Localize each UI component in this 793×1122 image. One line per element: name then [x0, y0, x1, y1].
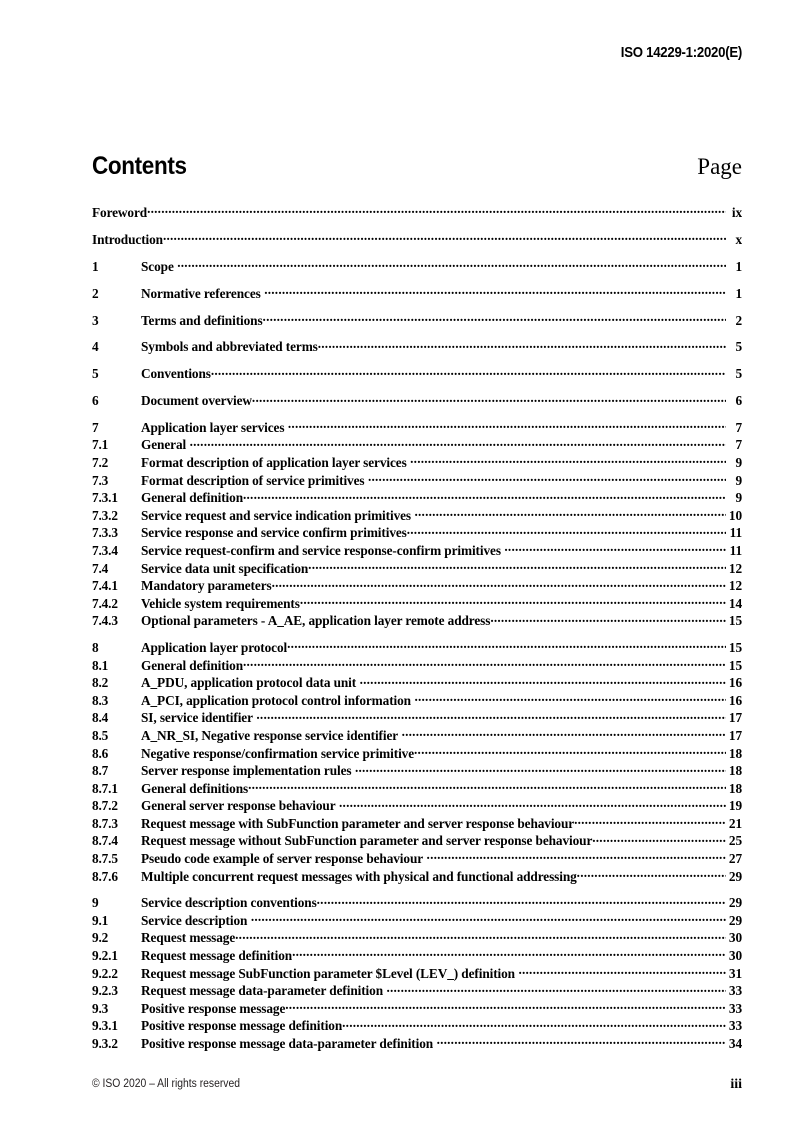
toc-entry-page: 11: [729, 525, 742, 541]
toc-entry-title: A_NR_SI, Negative response service identifier: [141, 727, 399, 743]
toc-entry-title: Conventions: [141, 366, 211, 382]
dot-leader: [355, 761, 726, 775]
page-title: Contents: [92, 152, 187, 180]
page-column-header: Page: [697, 154, 742, 179]
toc-entry-title: Format description of application layer services: [141, 455, 407, 471]
dot-leader: [287, 638, 726, 652]
toc-entry-page: 9: [735, 472, 742, 488]
dot-leader: [163, 230, 726, 244]
toc-entry-page: 9: [735, 490, 742, 506]
toc-entry[interactable]: [92, 744, 742, 762]
toc-entry[interactable]: [92, 418, 742, 436]
contents-heading-row: [92, 152, 742, 182]
toc-entry-page: 30: [728, 930, 742, 946]
toc-entry-number: 7.3.4: [92, 542, 118, 558]
dot-leader: [251, 911, 726, 925]
dot-leader: [264, 284, 726, 298]
toc-entry-number: 8.2: [92, 675, 109, 691]
dot-leader: [272, 576, 726, 590]
toc-entry-page: 14: [728, 595, 742, 611]
toc-entry-page: 5: [735, 366, 742, 382]
toc-entry-page: 30: [728, 948, 742, 964]
toc-entry-number: 8.7.3: [92, 815, 118, 831]
toc-entry-number: 9: [92, 895, 99, 911]
toc-entry-number: 8.7.5: [92, 851, 118, 867]
toc-entry[interactable]: [92, 523, 742, 541]
toc-entry-number: 9.2.2: [92, 965, 118, 981]
dot-leader: [437, 1034, 726, 1048]
toc-entry-number: 7.4.2: [92, 595, 118, 611]
toc-entry-number: 9.3.2: [92, 1036, 118, 1052]
dot-leader: [243, 488, 726, 502]
dot-leader: [414, 744, 726, 758]
dot-leader: [263, 311, 726, 325]
toc-entry-title: Symbols and abbreviated terms: [141, 339, 318, 355]
toc-entry-title: Request message definition: [141, 948, 293, 964]
toc-entry-title: Scope: [141, 258, 174, 274]
dot-leader: [288, 418, 726, 432]
toc-entry-title: Positive response message: [141, 1000, 286, 1016]
toc-entry-page: 1: [735, 285, 742, 301]
toc-entry[interactable]: [92, 471, 742, 489]
toc-entry[interactable]: [92, 453, 742, 471]
toc-entry[interactable]: [92, 611, 742, 629]
toc-entry-number: 9.3: [92, 1000, 109, 1016]
toc-entry-page: 17: [728, 710, 742, 726]
toc-entry-page: 16: [728, 675, 742, 691]
toc-entry-title: Multiple concurrent request messages with physical and functional addressing: [141, 868, 577, 884]
copyright-notice: © ISO 2020 – All rights reserved: [92, 1078, 241, 1090]
toc-entry-page: 7: [735, 419, 742, 435]
toc-entry-number: 7.1: [92, 437, 109, 453]
toc-entry[interactable]: [92, 779, 742, 797]
toc-entry-title: Terms and definitions: [141, 312, 263, 328]
toc-entry-title: Request message with SubFunction parameter and server response behaviour: [141, 815, 575, 831]
toc-entry[interactable]: [92, 831, 742, 849]
toc-entry[interactable]: [92, 867, 742, 885]
toc-entry[interactable]: [92, 594, 742, 612]
dot-leader: [427, 849, 726, 863]
toc-entry-title: Request message data-parameter definition: [141, 983, 383, 999]
toc-entry-page: 17: [728, 727, 742, 743]
toc-entry[interactable]: [92, 691, 742, 709]
toc-entry[interactable]: [92, 638, 742, 656]
toc-entry[interactable]: [92, 284, 742, 302]
toc-entry-number: 7.3: [92, 472, 109, 488]
dot-leader: [211, 364, 726, 378]
toc-entry[interactable]: [92, 203, 742, 221]
toc-entry-title: Service request and service indication primitives: [141, 507, 411, 523]
toc-entry[interactable]: [92, 506, 742, 524]
dot-leader: [285, 999, 726, 1013]
dot-leader: [504, 541, 726, 555]
toc-entry-number: 8.1: [92, 657, 109, 673]
toc-entry-number: 9.1: [92, 912, 109, 928]
toc-entry-page: x: [735, 231, 742, 247]
dot-leader: [368, 471, 726, 485]
dot-leader: [235, 928, 726, 942]
dot-leader: [300, 594, 726, 608]
toc-entry[interactable]: [92, 946, 742, 964]
toc-entry-number: 7.3.2: [92, 507, 118, 523]
toc-entry-page: 10: [728, 507, 742, 523]
toc-entry-title: Negative response/confirmation service primitive: [141, 745, 415, 761]
toc-entry-title: Normative references: [141, 285, 261, 301]
toc-entry[interactable]: [92, 911, 742, 929]
toc-entry-title: Application layer services: [141, 419, 285, 435]
toc-entry[interactable]: [92, 488, 742, 506]
toc-entry-number: 7.3.3: [92, 525, 118, 541]
dot-leader: [252, 391, 726, 405]
toc-entry[interactable]: [92, 928, 742, 946]
toc-entry-title: General definition: [141, 490, 243, 506]
toc-entry-number: 8.7: [92, 763, 109, 779]
dot-leader: [339, 796, 726, 810]
toc-entry-page: 18: [728, 745, 742, 761]
toc-entry-title: Application layer protocol: [141, 639, 288, 655]
toc-entry-number: 9.2.3: [92, 983, 118, 999]
toc-entry-page: 9: [735, 455, 742, 471]
toc-entry-page: 29: [728, 895, 742, 911]
toc-entry-title: Format description of service primitives: [141, 472, 365, 488]
toc-entry-title: A_PDU, application protocol data unit: [141, 675, 357, 691]
toc-entry[interactable]: [92, 257, 742, 275]
toc-entry-title: Introduction: [92, 231, 163, 247]
toc-entry-page: 21: [728, 815, 742, 831]
toc-entry-title: Service description conventions: [141, 895, 317, 911]
toc-entry-number: 8.3: [92, 692, 109, 708]
toc-entry-number: 7.4: [92, 560, 109, 576]
dot-leader: [177, 257, 726, 271]
toc-entry-number: 8.6: [92, 745, 109, 761]
toc-entry-page: 34: [728, 1036, 742, 1052]
toc-entry-number: 2: [92, 285, 99, 301]
toc-entry-page: 18: [728, 780, 742, 796]
toc-entry[interactable]: [92, 1034, 742, 1052]
toc-entry-title: Server response implementation rules: [141, 763, 352, 779]
dot-leader: [574, 814, 726, 828]
toc-entry-page: 6: [735, 393, 742, 409]
toc-entry-page: 29: [728, 868, 742, 884]
toc-entry[interactable]: [92, 726, 742, 744]
dot-leader: [360, 673, 726, 687]
toc-entry-title: General server response behaviour: [141, 798, 336, 814]
toc-entry-title: Request message: [141, 930, 236, 946]
toc-entry-title: Service data unit specification: [141, 560, 309, 576]
dot-leader: [248, 779, 726, 793]
toc-entry-page: 1: [735, 258, 742, 274]
toc-entry[interactable]: [92, 761, 742, 779]
toc-entry[interactable]: [92, 391, 742, 409]
toc-entry[interactable]: [92, 673, 742, 691]
toc-entry-number: 7: [92, 419, 99, 435]
toc-entry-number: 5: [92, 366, 99, 382]
dot-leader: [318, 337, 726, 351]
toc-entry[interactable]: [92, 708, 742, 726]
toc-entry[interactable]: [92, 576, 742, 594]
toc-entry-page: 33: [728, 1018, 742, 1034]
document-header-id: ISO 14229-1:2020(E): [620, 44, 742, 61]
toc-entry-number: 8.4: [92, 710, 109, 726]
toc-entry[interactable]: [92, 337, 742, 355]
toc-entry[interactable]: [92, 1016, 742, 1034]
toc-entry-page: 12: [728, 560, 742, 576]
toc-entry[interactable]: [92, 796, 742, 814]
toc-entry-number: 8.7.4: [92, 833, 118, 849]
toc-entry-title: Service request-confirm and service response-confirm primitives: [141, 542, 501, 558]
dot-leader: [386, 981, 726, 995]
dot-leader: [490, 611, 726, 625]
toc-entry-title: Request message SubFunction parameter $Level (LEV_) definition: [141, 965, 515, 981]
toc-entry-page: 11: [729, 542, 742, 558]
dot-leader: [292, 946, 726, 960]
toc-entry-title: Foreword: [92, 205, 148, 220]
toc-entry[interactable]: [92, 814, 742, 832]
table-of-contents: [92, 203, 742, 1052]
toc-entry-page: 7: [735, 437, 742, 453]
toc-entry-number: 3: [92, 312, 99, 328]
dot-leader: [414, 691, 726, 705]
toc-entry[interactable]: [92, 435, 742, 453]
toc-entry-page: 27: [728, 851, 742, 867]
toc-entry-number: 1: [92, 258, 99, 274]
dot-leader: [317, 893, 726, 907]
dot-leader: [243, 656, 726, 670]
toc-entry-title: General definition: [141, 657, 243, 673]
toc-entry-number: 7.4.3: [92, 613, 118, 629]
toc-entry-number: 8: [92, 639, 99, 655]
toc-entry-page: 5: [735, 339, 742, 355]
toc-entry-number: 6: [92, 393, 99, 409]
toc-entry[interactable]: [92, 964, 742, 982]
toc-entry-title: Service description: [141, 912, 248, 928]
toc-entry-page: 15: [728, 639, 742, 655]
toc-entry[interactable]: [92, 893, 742, 911]
toc-entry-title: Service response and service confirm primitives: [141, 525, 407, 541]
dot-leader: [415, 506, 727, 520]
toc-entry-title: Positive response message definition: [141, 1018, 343, 1034]
toc-entry[interactable]: [92, 559, 742, 577]
toc-entry[interactable]: [92, 656, 742, 674]
toc-entry-page: ix: [731, 205, 742, 220]
toc-entry[interactable]: [92, 999, 742, 1017]
toc-entry-number: 9.2: [92, 930, 109, 946]
toc-entry[interactable]: [92, 364, 742, 382]
toc-entry-page: 2: [735, 312, 742, 328]
toc-entry-page: 12: [728, 578, 742, 594]
toc-entry[interactable]: [92, 230, 742, 248]
toc-entry-page: 16: [728, 692, 742, 708]
toc-entry[interactable]: [92, 311, 742, 329]
toc-entry-number: 9.2.1: [92, 948, 118, 964]
toc-entry-page: 15: [728, 657, 742, 673]
toc-entry-page: 18: [728, 763, 742, 779]
toc-entry-number: 7.2: [92, 455, 109, 471]
dot-leader: [308, 559, 726, 573]
page-number: iii: [730, 1077, 742, 1092]
toc-entry[interactable]: [92, 849, 742, 867]
toc-entry-page: 33: [728, 983, 742, 999]
toc-entry-title: General definitions: [141, 780, 249, 796]
toc-entry-title: General: [141, 437, 187, 453]
toc-entry[interactable]: [92, 981, 742, 999]
toc-entry-title: Optional parameters - A_AE, application layer remote address: [141, 613, 491, 629]
toc-entry-page: 15: [728, 613, 742, 629]
toc-entry-title: Vehicle system requirements: [141, 595, 300, 611]
toc-entry-page: 19: [728, 798, 742, 814]
toc-entry-title: Mandatory parameters: [141, 578, 272, 594]
dot-leader: [518, 964, 726, 978]
dot-leader: [147, 203, 726, 217]
dot-leader: [402, 726, 726, 740]
toc-entry-number: 9.3.1: [92, 1018, 118, 1034]
dot-leader: [577, 867, 726, 881]
toc-entry-page: 25: [728, 833, 742, 849]
toc-entry-title: Positive response message data-parameter definition: [141, 1036, 434, 1052]
toc-entry-number: 7.3.1: [92, 490, 118, 506]
dot-leader: [190, 435, 726, 449]
toc-entry-title: Request message without SubFunction parameter and server response behaviour: [141, 833, 593, 849]
toc-entry-title: SI, service identifier: [141, 710, 253, 726]
dot-leader: [592, 831, 726, 845]
toc-entry-page: 29: [728, 912, 742, 928]
document-footer: [92, 1078, 742, 1094]
toc-entry-page: 33: [728, 1000, 742, 1016]
dot-leader: [256, 708, 726, 722]
toc-entry-number: 8.7.6: [92, 868, 118, 884]
toc-entry-title: Pseudo code example of server response behaviour: [141, 851, 424, 867]
toc-entry-title: Document overview: [141, 393, 252, 409]
toc-entry-number: 8.7.2: [92, 798, 118, 814]
toc-entry-number: 7.4.1: [92, 578, 118, 594]
dot-leader: [407, 523, 726, 537]
dot-leader: [342, 1016, 726, 1030]
toc-entry-page: 31: [728, 965, 742, 981]
toc-entry-number: 4: [92, 339, 99, 355]
toc-entry-number: 8.7.1: [92, 780, 118, 796]
dot-leader: [410, 453, 726, 467]
toc-entry-title: A_PCI, application protocol control information: [141, 692, 411, 708]
toc-entry[interactable]: [92, 541, 742, 559]
toc-entry-number: 8.5: [92, 727, 109, 743]
